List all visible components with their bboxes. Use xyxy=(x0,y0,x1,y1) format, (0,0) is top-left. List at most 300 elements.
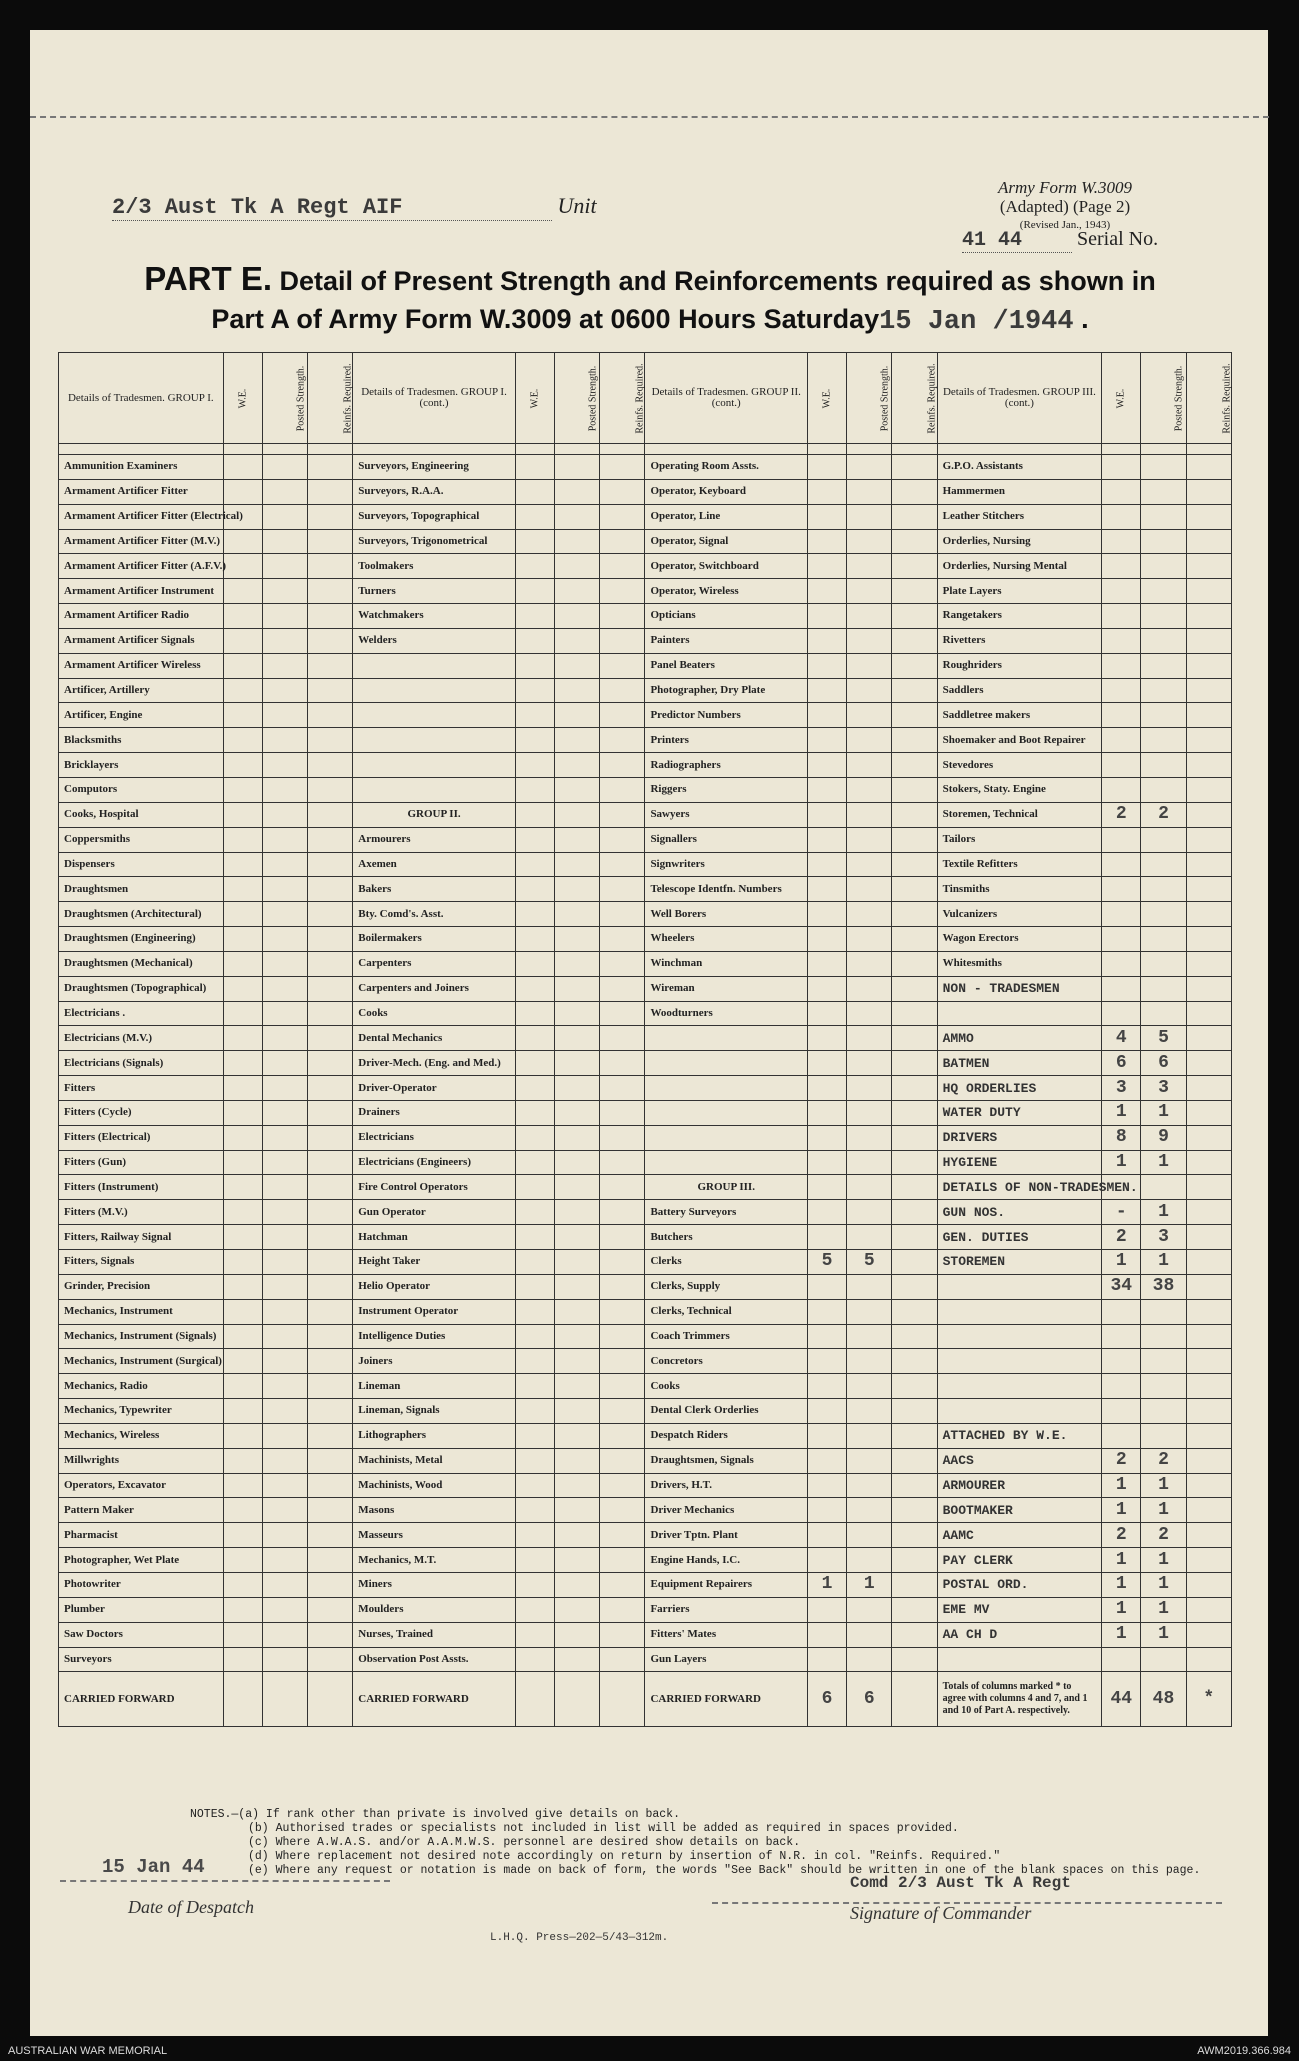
trade-name: GEN. DUTIES xyxy=(937,1225,1102,1250)
title-line1: Detail of Present Strength and Reinforcements required as shown in xyxy=(279,266,1156,296)
posted-value xyxy=(1141,951,1186,976)
trade-name xyxy=(937,1349,1102,1374)
trade-name: Fire Control Operators xyxy=(353,1175,516,1200)
we-value xyxy=(515,1001,554,1026)
posted-value xyxy=(262,976,307,1001)
trade-name: Photowriter xyxy=(59,1572,224,1597)
we-value xyxy=(223,1076,262,1101)
we-value xyxy=(1102,678,1141,703)
posted-value xyxy=(554,802,599,827)
trade-name: GROUP III. xyxy=(645,1175,808,1200)
reinfs-value xyxy=(1186,1026,1231,1051)
trade-name: Toolmakers xyxy=(353,554,516,579)
trade-name: Millwrights xyxy=(59,1448,224,1473)
reinfs-value xyxy=(307,753,352,778)
trade-name: Armament Artificer Signals xyxy=(59,628,224,653)
trade-name: Predictor Numbers xyxy=(645,703,808,728)
we-value xyxy=(515,1423,554,1448)
trade-name: Photographer, Dry Plate xyxy=(645,678,808,703)
trade-name: Dental Mechanics xyxy=(353,1026,516,1051)
trade-name: Cooks xyxy=(645,1374,808,1399)
table-row xyxy=(59,628,1232,653)
we-value xyxy=(223,1225,262,1250)
posted-value xyxy=(262,753,307,778)
trade-name: Draughtsmen xyxy=(59,877,224,902)
table-row xyxy=(59,1374,1232,1399)
trade-name: AACS xyxy=(937,1448,1102,1473)
note-a: NOTES.—(a) If rank other than private is involved give details on back. xyxy=(190,1808,680,1821)
posted-value xyxy=(262,1100,307,1125)
reinfs-value xyxy=(1186,852,1231,877)
reinfs-value xyxy=(1186,604,1231,629)
trade-name: Watchmakers xyxy=(353,604,516,629)
posted-value xyxy=(554,1548,599,1573)
we-value xyxy=(808,1622,847,1647)
reinfs-value xyxy=(307,1498,352,1523)
reinfs-value xyxy=(600,728,645,753)
table-row xyxy=(59,852,1232,877)
posted-value xyxy=(847,1423,892,1448)
we-value xyxy=(515,1572,554,1597)
posted-value xyxy=(847,877,892,902)
reinfs-value xyxy=(1186,1572,1231,1597)
reinfs-value xyxy=(892,678,937,703)
posted-value xyxy=(554,728,599,753)
posted-value xyxy=(847,1374,892,1399)
header-details-g1c: Details of Tradesmen. GROUP I. (cont.) xyxy=(353,353,516,444)
reinfs-value xyxy=(892,1100,937,1125)
reinfs-value xyxy=(1186,1250,1231,1275)
trade-name: Lineman, Signals xyxy=(353,1399,516,1424)
we-value xyxy=(808,951,847,976)
trade-name: Clerks, Supply xyxy=(645,1274,808,1299)
posted-value: 1 xyxy=(1141,1150,1186,1175)
posted-value xyxy=(262,604,307,629)
trade-name: Stokers, Staty. Engine xyxy=(937,777,1102,802)
trade-name xyxy=(353,703,516,728)
we-value xyxy=(515,902,554,927)
we-value: 3 xyxy=(1102,1076,1141,1101)
trade-name: Joiners xyxy=(353,1349,516,1374)
trade-name: Draughtsmen (Topographical) xyxy=(59,976,224,1001)
posted-value: 1 xyxy=(1141,1100,1186,1125)
trade-name: ARMOURER xyxy=(937,1473,1102,1498)
we-value: 1 xyxy=(1102,1250,1141,1275)
trade-name: HYGIENE xyxy=(937,1150,1102,1175)
posted-value xyxy=(262,1349,307,1374)
reinfs-value xyxy=(307,951,352,976)
we-value xyxy=(515,1051,554,1076)
despatch-line xyxy=(60,1880,390,1882)
posted-value xyxy=(1141,1399,1186,1424)
army-form-number: Army Form W.3009 xyxy=(998,178,1132,197)
posted-value xyxy=(847,927,892,952)
posted-value xyxy=(554,703,599,728)
posted-value xyxy=(554,1349,599,1374)
trade-name: Electricians . xyxy=(59,1001,224,1026)
note-b: (b) Authorised trades or specialists not included in list will be added as required in spaces provided. xyxy=(248,1822,959,1835)
table-row xyxy=(59,1026,1232,1051)
trade-name xyxy=(353,728,516,753)
trade-name xyxy=(353,753,516,778)
table-row xyxy=(59,1349,1232,1374)
posted-value xyxy=(554,1498,599,1523)
reinfs-value xyxy=(600,1572,645,1597)
we-value xyxy=(515,1125,554,1150)
posted-value xyxy=(847,1100,892,1125)
reinfs-value xyxy=(1186,777,1231,802)
trade-name: Telescope Identfn. Numbers xyxy=(645,877,808,902)
we-value xyxy=(223,1274,262,1299)
trade-name: Storemen, Technical xyxy=(937,802,1102,827)
reinfs-value xyxy=(307,728,352,753)
posted-value xyxy=(554,1374,599,1399)
we-value xyxy=(808,1100,847,1125)
posted-value: 1 xyxy=(1141,1572,1186,1597)
posted-value xyxy=(554,1150,599,1175)
we-value xyxy=(808,1498,847,1523)
posted-value xyxy=(554,877,599,902)
table-row xyxy=(59,529,1232,554)
trade-name: Pattern Maker xyxy=(59,1498,224,1523)
posted-value xyxy=(1141,579,1186,604)
trade-name: Driver Mechanics xyxy=(645,1498,808,1523)
posted-value: 5 xyxy=(1141,1026,1186,1051)
trade-name xyxy=(937,1374,1102,1399)
we-value: 1 xyxy=(1102,1622,1141,1647)
we-value xyxy=(808,877,847,902)
reinfs-value xyxy=(600,1125,645,1150)
reinfs-value xyxy=(892,1597,937,1622)
reinfs-value xyxy=(1186,1125,1231,1150)
header-posted: Posted Strength. xyxy=(847,353,892,444)
we-value xyxy=(808,479,847,504)
posted-value xyxy=(847,1076,892,1101)
reinfs-value xyxy=(600,479,645,504)
reinfs-value xyxy=(600,1349,645,1374)
posted-value: 38 xyxy=(1141,1274,1186,1299)
trade-name: Armament Artificer Fitter (A.F.V.) xyxy=(59,554,224,579)
header-we: W.E. xyxy=(1102,353,1141,444)
posted-value xyxy=(262,479,307,504)
trade-name: Pharmacist xyxy=(59,1523,224,1548)
we-value xyxy=(515,628,554,653)
we-value xyxy=(223,1026,262,1051)
reinfs-value xyxy=(892,703,937,728)
we-value xyxy=(808,777,847,802)
trade-name: Mechanics, M.T. xyxy=(353,1548,516,1573)
reinfs-value xyxy=(307,1150,352,1175)
we-value: 8 xyxy=(1102,1125,1141,1150)
posted-value xyxy=(847,1225,892,1250)
reinfs-value xyxy=(1186,504,1231,529)
reinfs-value xyxy=(1186,1225,1231,1250)
we-value xyxy=(223,1374,262,1399)
we-value xyxy=(223,877,262,902)
we-value xyxy=(223,1523,262,1548)
posted-value xyxy=(1141,827,1186,852)
we-value xyxy=(808,1548,847,1573)
trade-name: Operator, Keyboard xyxy=(645,479,808,504)
table-row xyxy=(59,1597,1232,1622)
reinfs-value xyxy=(307,604,352,629)
posted-value xyxy=(847,1324,892,1349)
we-value xyxy=(1102,1374,1141,1399)
reinfs-value xyxy=(892,1374,937,1399)
trade-name: Panel Beaters xyxy=(645,653,808,678)
trade-name: Surveyors xyxy=(59,1647,224,1672)
trade-name: Vulcanizers xyxy=(937,902,1102,927)
posted-value xyxy=(1141,653,1186,678)
posted-value xyxy=(554,1274,599,1299)
trade-name xyxy=(645,1076,808,1101)
posted-value xyxy=(554,1001,599,1026)
posted-value xyxy=(847,604,892,629)
we-value xyxy=(223,728,262,753)
posted-value xyxy=(554,678,599,703)
we-value xyxy=(1102,1324,1141,1349)
posted-value xyxy=(847,777,892,802)
reinfs-value xyxy=(892,1498,937,1523)
table-row xyxy=(59,1498,1232,1523)
posted-value xyxy=(847,628,892,653)
we-value xyxy=(223,1473,262,1498)
carried-forward-label: CARRIED FORWARD xyxy=(353,1672,516,1727)
reinfs-value xyxy=(892,1274,937,1299)
posted-value xyxy=(554,1572,599,1597)
reinfs-value xyxy=(892,852,937,877)
posted-value xyxy=(262,1473,307,1498)
trade-name: Hatchman xyxy=(353,1225,516,1250)
posted-value xyxy=(554,554,599,579)
posted-value xyxy=(262,678,307,703)
reinfs-value xyxy=(1186,753,1231,778)
we-value: 4 xyxy=(1102,1026,1141,1051)
posted-value xyxy=(262,628,307,653)
table-row xyxy=(59,1523,1232,1548)
reinfs-value xyxy=(1186,1622,1231,1647)
posted-value: 1 xyxy=(1141,1200,1186,1225)
posted-value xyxy=(554,1026,599,1051)
posted-value xyxy=(554,902,599,927)
we-value xyxy=(515,1548,554,1573)
we-value xyxy=(223,1498,262,1523)
trade-name: Machinists, Wood xyxy=(353,1473,516,1498)
carried-forward-row xyxy=(59,1672,1232,1727)
reinfs-value xyxy=(1186,1523,1231,1548)
we-value xyxy=(223,554,262,579)
trade-name: HQ ORDERLIES xyxy=(937,1076,1102,1101)
trade-name: Operator, Signal xyxy=(645,529,808,554)
trade-name xyxy=(353,777,516,802)
reinfs-value xyxy=(600,579,645,604)
reinfs-value xyxy=(600,777,645,802)
reinfs-value xyxy=(307,1001,352,1026)
trade-name: Butchers xyxy=(645,1225,808,1250)
posted-value xyxy=(554,1647,599,1672)
posted-value xyxy=(262,927,307,952)
we-value xyxy=(1102,479,1141,504)
reinfs-value xyxy=(307,554,352,579)
we-value xyxy=(1102,927,1141,952)
we-value xyxy=(808,1324,847,1349)
posted-value xyxy=(847,753,892,778)
reinfs-value xyxy=(307,1250,352,1275)
note-c: (c) Where A.W.A.S. and/or A.A.M.W.S. personnel are desired show details on back. xyxy=(248,1836,801,1849)
table-row xyxy=(59,653,1232,678)
trade-name: Clerks xyxy=(645,1250,808,1275)
trade-name: Hammermen xyxy=(937,479,1102,504)
table-row xyxy=(59,1548,1232,1573)
posted-value xyxy=(1141,1001,1186,1026)
reinfs-value xyxy=(892,1175,937,1200)
reinfs-value xyxy=(1186,1597,1231,1622)
we-value xyxy=(808,927,847,952)
we-value: 1 xyxy=(1102,1473,1141,1498)
trade-name: Lineman xyxy=(353,1374,516,1399)
reinfs-value xyxy=(600,504,645,529)
we-value: - xyxy=(1102,1200,1141,1225)
reinfs-value xyxy=(600,1473,645,1498)
posted-value xyxy=(1141,1324,1186,1349)
posted-value xyxy=(262,1200,307,1225)
posted-value xyxy=(847,703,892,728)
table-row xyxy=(59,1324,1232,1349)
trade-name: Roughriders xyxy=(937,653,1102,678)
we-value xyxy=(515,1250,554,1275)
we-value xyxy=(515,927,554,952)
posted-value xyxy=(1141,927,1186,952)
posted-value xyxy=(847,579,892,604)
posted-value xyxy=(554,653,599,678)
we-value xyxy=(808,1051,847,1076)
reinfs-value xyxy=(600,554,645,579)
reinfs-value xyxy=(600,951,645,976)
we-value xyxy=(515,951,554,976)
we-value xyxy=(1102,455,1141,480)
table-row xyxy=(59,455,1232,480)
reinfs-value xyxy=(307,1572,352,1597)
we-value xyxy=(1102,1299,1141,1324)
we-value: 2 xyxy=(1102,1448,1141,1473)
table-row xyxy=(59,1076,1232,1101)
reinfs-value xyxy=(892,1200,937,1225)
posted-value xyxy=(262,852,307,877)
posted-value xyxy=(847,1498,892,1523)
posted-value xyxy=(1141,1299,1186,1324)
trade-name: Masseurs xyxy=(353,1523,516,1548)
trade-name: Gun Operator xyxy=(353,1200,516,1225)
table-row xyxy=(59,1647,1232,1672)
we-value xyxy=(1102,1349,1141,1374)
we-value xyxy=(808,1423,847,1448)
trade-name: Plate Layers xyxy=(937,579,1102,604)
we-value xyxy=(808,1597,847,1622)
reinfs-value xyxy=(307,1423,352,1448)
we-value xyxy=(515,777,554,802)
table-row xyxy=(59,1001,1232,1026)
reinfs-value xyxy=(1186,1274,1231,1299)
posted-value xyxy=(262,455,307,480)
header-details-g3c: Details of Tradesmen. GROUP III. (cont.) xyxy=(937,353,1102,444)
trade-name: Fitters (Gun) xyxy=(59,1150,224,1175)
we-value xyxy=(515,976,554,1001)
reinfs-value xyxy=(892,1250,937,1275)
posted-value xyxy=(554,951,599,976)
trade-name: Orderlies, Nursing Mental xyxy=(937,554,1102,579)
posted-value xyxy=(554,1423,599,1448)
notes-block xyxy=(190,1808,1200,1878)
reinfs-value xyxy=(892,1001,937,1026)
we-value xyxy=(223,628,262,653)
posted-value xyxy=(262,1250,307,1275)
reinfs-value xyxy=(1186,1548,1231,1573)
header-reinfs: Reinfs. Required. xyxy=(892,353,937,444)
trade-name: Opticians xyxy=(645,604,808,629)
reinfs-value xyxy=(600,529,645,554)
we-value xyxy=(808,1374,847,1399)
we-value xyxy=(223,827,262,852)
trade-name xyxy=(353,678,516,703)
reinfs-value xyxy=(600,1250,645,1275)
posted-value xyxy=(847,504,892,529)
reinfs-value xyxy=(892,1572,937,1597)
trade-name xyxy=(937,1324,1102,1349)
posted-value xyxy=(262,1051,307,1076)
reinfs-value xyxy=(892,1051,937,1076)
trade-name: Fitters (Instrument) xyxy=(59,1175,224,1200)
we-value xyxy=(515,1647,554,1672)
trade-name: Fitters (M.V.) xyxy=(59,1200,224,1225)
posted-value xyxy=(847,1175,892,1200)
we-value xyxy=(223,529,262,554)
table-row xyxy=(59,1274,1232,1299)
strength-table xyxy=(58,352,1232,1727)
trade-name: Artificer, Artillery xyxy=(59,678,224,703)
trade-name xyxy=(353,653,516,678)
posted-value xyxy=(847,1274,892,1299)
we-value xyxy=(515,455,554,480)
posted-value xyxy=(554,1125,599,1150)
trade-name: Drainers xyxy=(353,1100,516,1125)
posted-value xyxy=(1141,554,1186,579)
we-value xyxy=(223,1647,262,1672)
table-row xyxy=(59,678,1232,703)
we-value xyxy=(223,604,262,629)
reinfs-value xyxy=(600,1374,645,1399)
we-value xyxy=(223,927,262,952)
trade-name: Painters xyxy=(645,628,808,653)
table-row xyxy=(59,1250,1232,1275)
we-value xyxy=(515,827,554,852)
we-value xyxy=(808,728,847,753)
posted-value xyxy=(554,927,599,952)
reinfs-value xyxy=(307,927,352,952)
table-row xyxy=(59,1100,1232,1125)
reinfs-value xyxy=(1186,678,1231,703)
trade-name: Mechanics, Instrument (Surgical) xyxy=(59,1349,224,1374)
table-row xyxy=(59,479,1232,504)
trade-name: Artificer, Engine xyxy=(59,703,224,728)
trade-name: Armament Artificer Fitter xyxy=(59,479,224,504)
we-value xyxy=(515,852,554,877)
we-value xyxy=(223,1548,262,1573)
signature-label: Signature of Commander xyxy=(850,1903,1032,1923)
reinfs-value xyxy=(892,1125,937,1150)
reinfs-value xyxy=(1186,1647,1231,1672)
reinfs-value xyxy=(600,1274,645,1299)
we-value xyxy=(808,455,847,480)
